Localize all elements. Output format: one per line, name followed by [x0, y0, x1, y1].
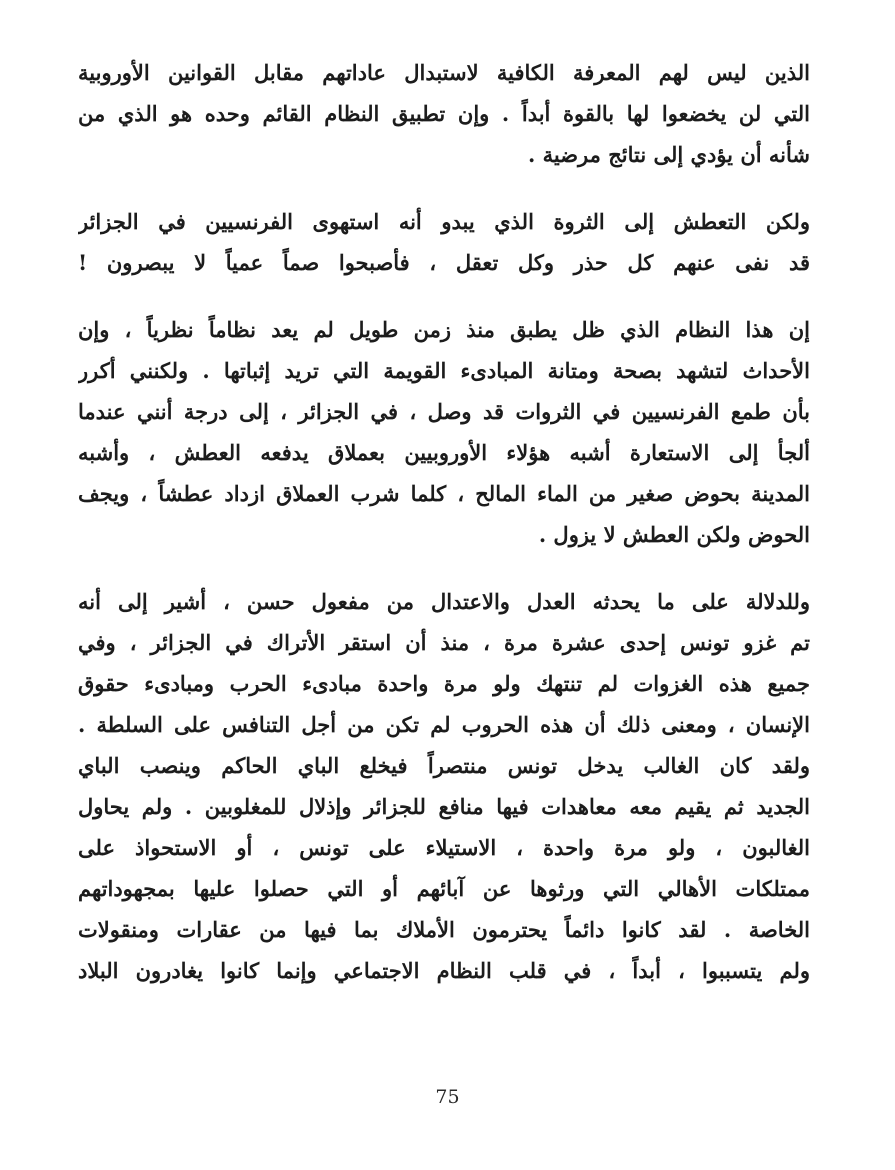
text-line: وللدلالة على ما يحدثه العدل والاعتدال من مفعول حسن ، أشير إلى أنه	[78, 589, 810, 614]
text-line: التي لن يخضعوا لها بالقوة أبداً . وإن تطبيق النظام القائم وحده هو الذي من	[78, 101, 810, 126]
text-line: شأنه أن يؤدي إلى نتائج مرضية .	[528, 142, 810, 167]
text-line: الحوض ولكن العطش لا يزول .	[538, 522, 810, 547]
text-line: بأن طمع الفرنسيين في الثروات قد وصل ، في الجزائر ، إلى درجة أنني عندما	[78, 399, 810, 424]
text-line: المدينة بحوض صغير من الماء المالح ، كلما شرب العملاق ازداد عطشاً ، ويجف	[78, 481, 810, 506]
text-line: الأحداث لتشهد بصحة ومتانة المبادىء القويمة التي تريد إثباتها . ولكنني أكرر	[78, 358, 810, 383]
text-line: الذين ليس لهم المعرفة الكافية لاستبدال عاداتهم مقابل القوانين الأوروبية	[78, 60, 810, 85]
text-line: تم غزو تونس إحدى عشرة مرة ، منذ أن استقر الأتراك في الجزائر ، وفي	[78, 630, 810, 655]
text-line: ولكن التعطش إلى الثروة الذي يبدو أنه استهوى الفرنسيين في الجزائر	[78, 209, 810, 234]
text-line: إن هذا النظام الذي ظل يطبق منذ زمن طويل لم يعد نظاماً نظرياً ، وإن	[78, 317, 810, 342]
text-line: الجديد ثم يقيم معه معاهدات فيها منافع للجزائر وإذلال للمغلوبين . ولم يحاول	[78, 794, 810, 819]
paragraph-1	[78, 52, 810, 175]
text-line: ولقد كان الغالب يدخل تونس منتصراً فيخلع الباي الحاكم وينصب الباي	[78, 753, 810, 778]
text-line: ممتلكات الأهالي التي ورثوها عن آبائهم أو التي حصلوا عليها بمجهوداتهم	[78, 876, 810, 901]
text-line: ولم يتسببوا ، أبداً ، في قلب النظام الاجتماعي وإنما كانوا يغادرون البلاد	[78, 958, 810, 983]
paragraph-3	[78, 309, 810, 555]
paragraph-gap	[78, 283, 810, 309]
page-number: 75	[435, 1086, 460, 1108]
paragraph-4	[78, 581, 810, 991]
paragraph-2	[78, 201, 810, 283]
text-line: قد نفى عنهم كل حذر وكل تعقل ، فأصبحوا صماً عمياً لا يبصرون !	[78, 250, 810, 275]
text-line: الغالبون ، ولو مرة واحدة ، الاستيلاء على تونس ، أو الاستحواذ على	[78, 835, 810, 860]
paragraph-gap	[78, 175, 810, 201]
paragraph-gap	[78, 555, 810, 581]
text-line: ألجأ إلى الاستعارة أشبه هؤلاء الأوروبيين بعملاق يدفعه العطش ، وأشبه	[78, 440, 810, 465]
text-line: الإنسان ، ومعنى ذلك أن هذه الحروب لم تكن من أجل التنافس على السلطة .	[78, 712, 810, 737]
text-line: الخاصة . لقد كانوا دائماً يحترمون الأملاك بما فيها من عقارات ومنقولات	[78, 917, 810, 942]
text-block	[78, 52, 810, 991]
text-line: جميع هذه الغزوات لم تنتهك ولو مرة واحدة مبادىء الحرب ومبادىء حقوق	[78, 671, 810, 696]
